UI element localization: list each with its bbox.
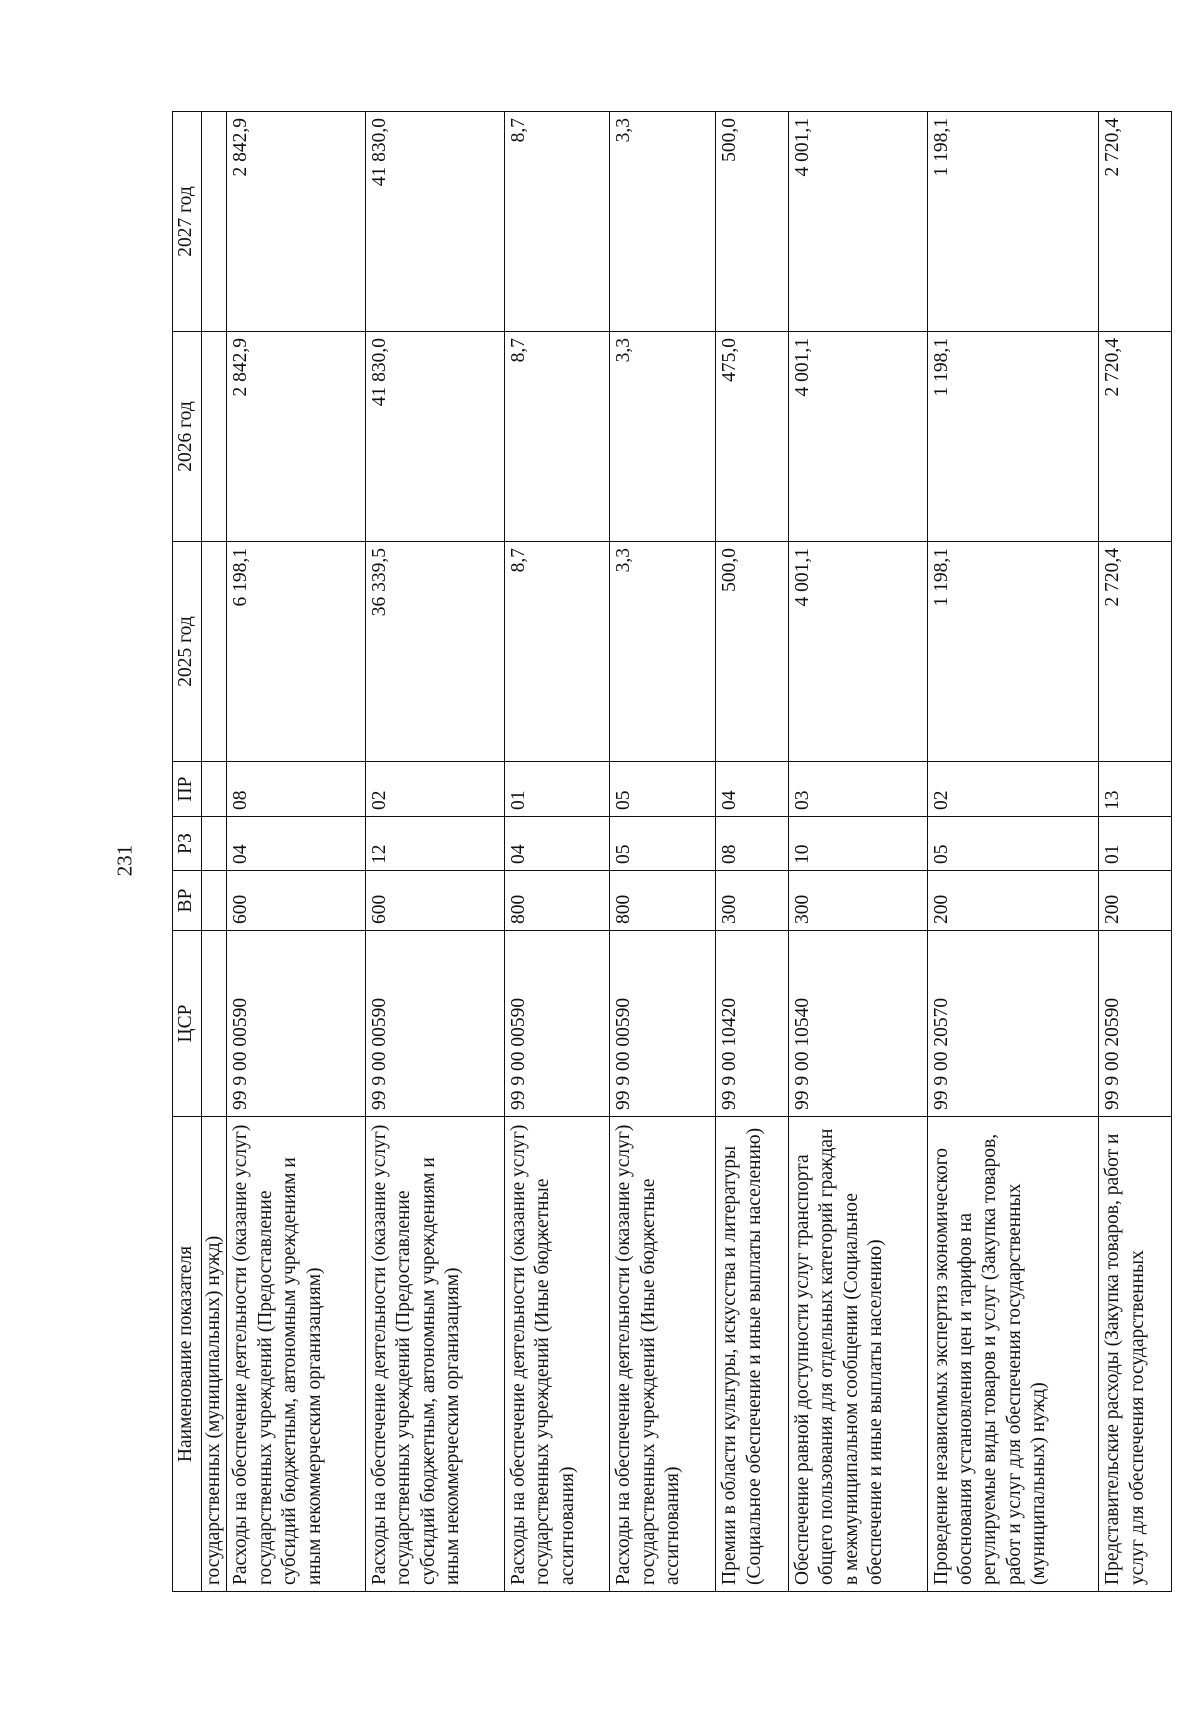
table-row	[927, 112, 1099, 1592]
rotated-table-container	[172, 112, 1172, 1592]
header-rz: РЗ	[173, 817, 202, 871]
row-name: Представительские расходы (Закупка товаров, работ и услуг для обеспечения государственных	[1099, 1117, 1172, 1592]
row-2026: 8,7	[504, 332, 610, 542]
row-2026: 2 842,9	[227, 332, 366, 542]
row-2025: 1 198,1	[927, 542, 1099, 762]
row-2027: 1 198,1	[927, 112, 1099, 332]
row-rz: 10	[788, 817, 927, 871]
row-rz: 12	[366, 817, 505, 871]
empty-cell	[202, 871, 227, 931]
row-2027: 41 830,0	[366, 112, 505, 332]
row-vr: 800	[610, 871, 716, 931]
row-2025: 8,7	[504, 542, 610, 762]
empty-cell	[202, 762, 227, 817]
row-2026: 475,0	[716, 332, 789, 542]
row-2025: 2 720,4	[1099, 542, 1172, 762]
row-rz: 08	[716, 817, 789, 871]
table-row	[1099, 112, 1172, 1592]
continuation-row	[202, 112, 227, 1592]
row-rz: 05	[927, 817, 1099, 871]
row-2027: 4 001,1	[788, 112, 927, 332]
row-csr: 99 9 00 20590	[1099, 931, 1172, 1117]
row-vr: 300	[788, 871, 927, 931]
row-2027: 8,7	[504, 112, 610, 332]
row-rz: 04	[504, 817, 610, 871]
row-pr: 01	[504, 762, 610, 817]
empty-cell	[202, 931, 227, 1117]
row-2026: 2 720,4	[1099, 332, 1172, 542]
row-2025: 4 001,1	[788, 542, 927, 762]
row-2026: 1 198,1	[927, 332, 1099, 542]
row-pr: 03	[788, 762, 927, 817]
row-2025: 3,3	[610, 542, 716, 762]
budget-table	[172, 111, 1172, 1592]
row-vr: 200	[1099, 871, 1172, 931]
header-csr: ЦСР	[173, 931, 202, 1117]
table-row	[716, 112, 789, 1592]
row-2027: 3,3	[610, 112, 716, 332]
row-2026: 41 830,0	[366, 332, 505, 542]
row-2027: 500,0	[716, 112, 789, 332]
table-row	[788, 112, 927, 1592]
row-name: Премии в области культуры, искусства и литературы (Социальное обеспечение и иные выплаты населению)	[716, 1117, 789, 1592]
row-csr: 99 9 00 20570	[927, 931, 1099, 1117]
row-name: Проведение независимых экспертиз экономического обоснования установления цен и тарифов на регулируемые виды товаров и услуг (Закупка товаров, работ и услуг для обеспечения государственных (муниципальных) нужд)	[927, 1117, 1099, 1592]
row-name: Расходы на обеспечение деятельности (оказание услуг) государственных учреждений (Иные бюджетные ассигнования)	[610, 1117, 716, 1592]
header-2027: 2027 год	[173, 112, 202, 332]
row-2027: 2 842,9	[227, 112, 366, 332]
row-2026: 3,3	[610, 332, 716, 542]
page-number: 231	[112, 844, 137, 877]
row-2026: 4 001,1	[788, 332, 927, 542]
row-csr: 99 9 00 10540	[788, 931, 927, 1117]
table-row	[227, 112, 366, 1592]
header-2026: 2026 год	[173, 332, 202, 542]
empty-cell	[202, 332, 227, 542]
header-name: Наименование показателя	[173, 1117, 202, 1592]
empty-cell	[202, 112, 227, 332]
row-csr: 99 9 00 10420	[716, 931, 789, 1117]
row-rz: 05	[610, 817, 716, 871]
row-pr: 05	[610, 762, 716, 817]
row-pr: 02	[366, 762, 505, 817]
row-vr: 800	[504, 871, 610, 931]
row-2025: 6 198,1	[227, 542, 366, 762]
header-pr: ПР	[173, 762, 202, 817]
row-name: Расходы на обеспечение деятельности (оказание услуг) государственных учреждений (Иные бюджетные ассигнования)	[504, 1117, 610, 1592]
row-pr: 02	[927, 762, 1099, 817]
table-row	[504, 112, 610, 1592]
row-csr: 99 9 00 00590	[610, 931, 716, 1117]
row-pr: 13	[1099, 762, 1172, 817]
empty-cell	[202, 817, 227, 871]
table-row	[610, 112, 716, 1592]
header-vr: ВР	[173, 871, 202, 931]
row-2025: 500,0	[716, 542, 789, 762]
row-vr: 600	[227, 871, 366, 931]
row-pr: 04	[716, 762, 789, 817]
row-2027: 2 720,4	[1099, 112, 1172, 332]
row-vr: 300	[716, 871, 789, 931]
row-rz: 01	[1099, 817, 1172, 871]
header-2025: 2025 год	[173, 542, 202, 762]
row-name: Расходы на обеспечение деятельности (оказание услуг) государственных учреждений (Предоставление субсидий бюджетным, автономным учреждениям и иным некоммерческим организациям)	[227, 1117, 366, 1592]
empty-cell	[202, 542, 227, 762]
row-2025: 36 339,5	[366, 542, 505, 762]
table-header-row	[173, 112, 202, 1592]
row-name: Обеспечение равной доступности услуг транспорта общего пользования для отдельных категорий граждан в межмуниципальном сообщении (Социальное обеспечение и иные выплаты населению)	[788, 1117, 927, 1592]
row-csr: 99 9 00 00590	[366, 931, 505, 1117]
row-vr: 600	[366, 871, 505, 931]
row-csr: 99 9 00 00590	[504, 931, 610, 1117]
row-rz: 04	[227, 817, 366, 871]
row-vr: 200	[927, 871, 1099, 931]
row-name: Расходы на обеспечение деятельности (оказание услуг) государственных учреждений (Предоставление субсидий бюджетным, автономным учреждениям и иным некоммерческим организациям)	[366, 1117, 505, 1592]
table-row	[366, 112, 505, 1592]
row-csr: 99 9 00 00590	[227, 931, 366, 1117]
continuation-text: государственных (муниципальных) нужд)	[202, 1117, 227, 1592]
row-pr: 08	[227, 762, 366, 817]
